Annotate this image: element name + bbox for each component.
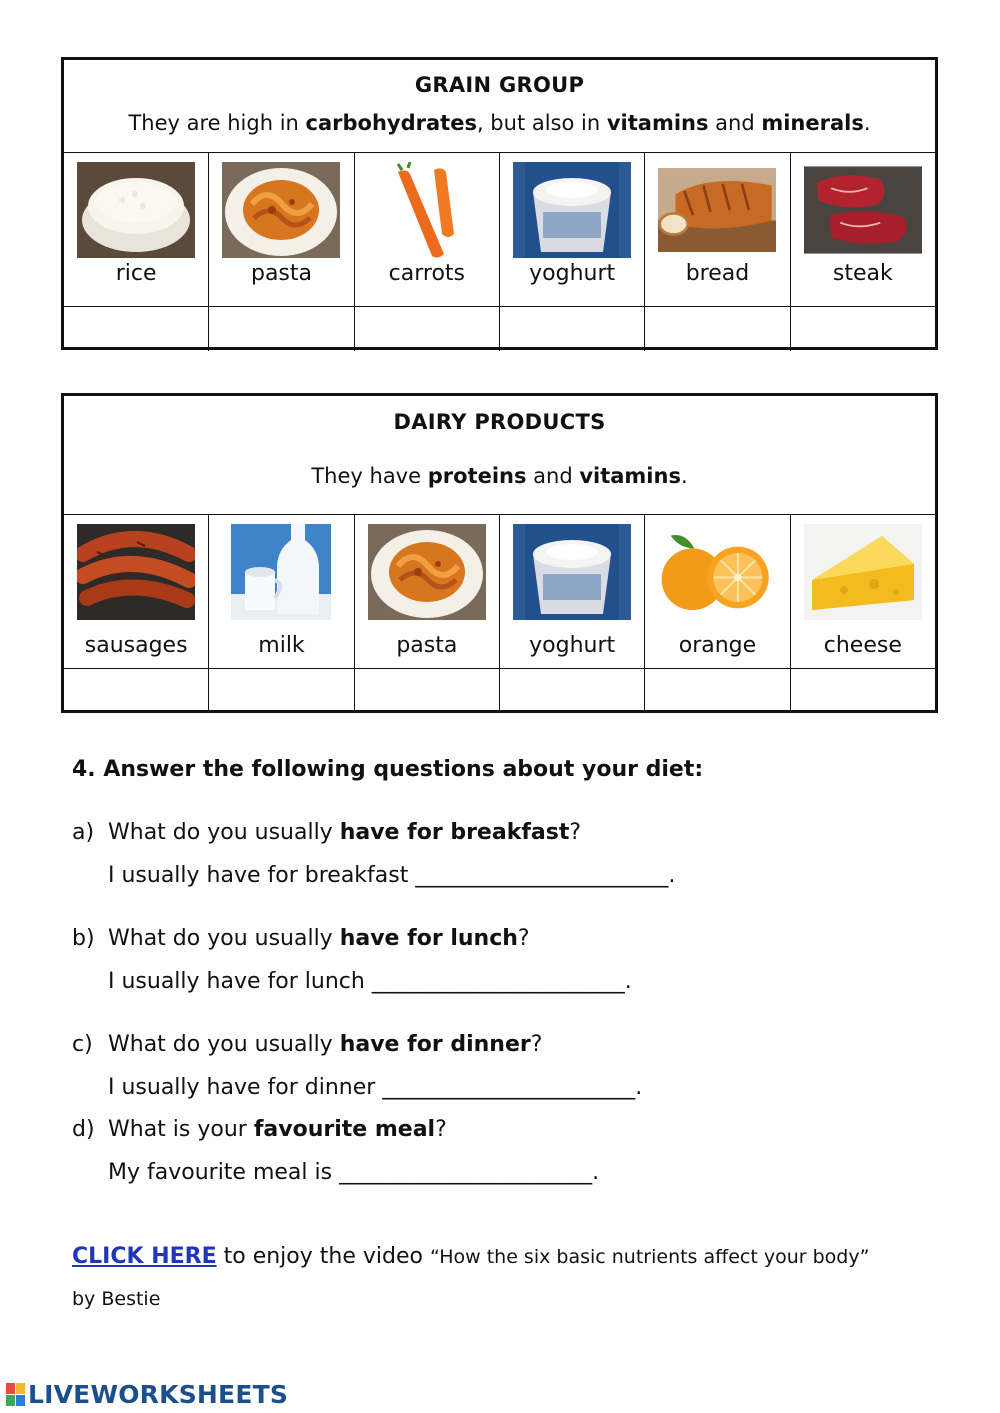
logo-square (6, 1383, 15, 1394)
food-card-rice[interactable] (64, 153, 209, 307)
question-a: a) What do you usually have for breakfast? (72, 820, 582, 845)
dairy-products-header (64, 396, 935, 515)
answer-line-c[interactable]: I usually have for dinner _______________________. (108, 1075, 643, 1100)
click-here-link[interactable]: CLICK HERE (72, 1244, 217, 1269)
liveworksheets-mark-icon (6, 1383, 25, 1406)
dairy-products-table (61, 393, 938, 713)
food-card-yoghurt[interactable] (500, 515, 645, 669)
food-card-carrots[interactable] (355, 153, 500, 307)
grain-group-header (64, 60, 935, 153)
cheese-icon (804, 524, 922, 620)
bread-icon (658, 162, 776, 258)
food-label: milk (258, 633, 305, 658)
dairy-answer-row (64, 669, 935, 713)
question-c: c) What do you usually have for dinner? (72, 1032, 543, 1057)
food-label: pasta (250, 261, 312, 286)
yoghurt-icon (513, 524, 631, 620)
food-label: carrots (388, 261, 465, 286)
food-label: pasta (396, 633, 458, 658)
answer-cell[interactable] (209, 307, 354, 351)
question-b: b) What do you usually have for lunch? (72, 926, 530, 951)
logo-square (16, 1383, 25, 1394)
food-card-orange[interactable] (645, 515, 790, 669)
answer-cell[interactable] (500, 669, 645, 713)
steak-icon (804, 162, 922, 258)
food-card-yoghurt[interactable] (500, 153, 645, 307)
answer-cell[interactable] (355, 669, 500, 713)
pasta-icon (368, 524, 486, 620)
sausages-icon (77, 524, 195, 620)
dairy-products-description: They have proteins and vitamins. (311, 464, 688, 488)
yoghurt-icon (513, 162, 631, 258)
logo-square (16, 1395, 25, 1406)
food-card-steak[interactable] (791, 153, 935, 307)
grain-group-table (61, 57, 938, 350)
rice-icon (77, 162, 195, 258)
carrots-icon (368, 162, 486, 258)
food-card-bread[interactable] (645, 153, 790, 307)
grain-group-title: GRAIN GROUP (414, 73, 585, 97)
grain-group-description: They are high in carbohydrates, but also in vitamins and minerals. (128, 111, 871, 135)
orange-icon (658, 524, 776, 620)
food-label: sausages (84, 633, 188, 658)
food-label: steak (832, 261, 893, 286)
milk-icon (222, 524, 340, 620)
answer-line-b[interactable]: I usually have for lunch _______________________. (108, 969, 632, 994)
answer-line-d[interactable]: My favourite meal is _______________________. (108, 1160, 600, 1185)
pasta-icon (222, 162, 340, 258)
answer-cell[interactable] (64, 669, 209, 713)
food-label: bread (685, 261, 750, 286)
food-label: yoghurt (529, 261, 616, 286)
food-card-pasta[interactable] (209, 153, 354, 307)
food-label: rice (115, 261, 157, 286)
grain-food-row (64, 153, 935, 307)
answer-cell[interactable] (791, 669, 935, 713)
food-card-sausages[interactable] (64, 515, 209, 669)
answer-cell[interactable] (791, 307, 935, 351)
grain-answer-row (64, 307, 935, 351)
food-card-cheese[interactable] (791, 515, 935, 669)
video-title: “How the six basic nutrients affect your body” (429, 1246, 870, 1268)
answer-cell[interactable] (500, 307, 645, 351)
food-card-milk[interactable] (209, 515, 354, 669)
question-d: d) What is your favourite meal? (72, 1117, 447, 1142)
food-label: orange (678, 633, 757, 658)
dairy-products-title: DAIRY PRODUCTS (393, 410, 606, 434)
food-card-pasta[interactable] (355, 515, 500, 669)
logo-square (6, 1395, 15, 1406)
video-author: by Bestie (72, 1288, 161, 1310)
food-label: cheese (823, 633, 902, 658)
answer-cell[interactable] (645, 669, 790, 713)
liveworksheets-logo-text: LIVEWORKSHEETS (28, 1380, 289, 1409)
video-line: CLICK HERE to enjoy the video “How the six basic nutrients affect your body” (72, 1244, 870, 1269)
dairy-food-row (64, 515, 935, 669)
answer-line-a[interactable]: I usually have for breakfast _______________________. (108, 863, 676, 888)
answer-cell[interactable] (355, 307, 500, 351)
answer-cell[interactable] (645, 307, 790, 351)
answer-cell[interactable] (209, 669, 354, 713)
answer-cell[interactable] (64, 307, 209, 351)
food-label: yoghurt (529, 633, 616, 658)
questions-heading: 4. Answer the following questions about your diet: (72, 757, 704, 782)
liveworksheets-logo[interactable] (6, 1380, 288, 1409)
